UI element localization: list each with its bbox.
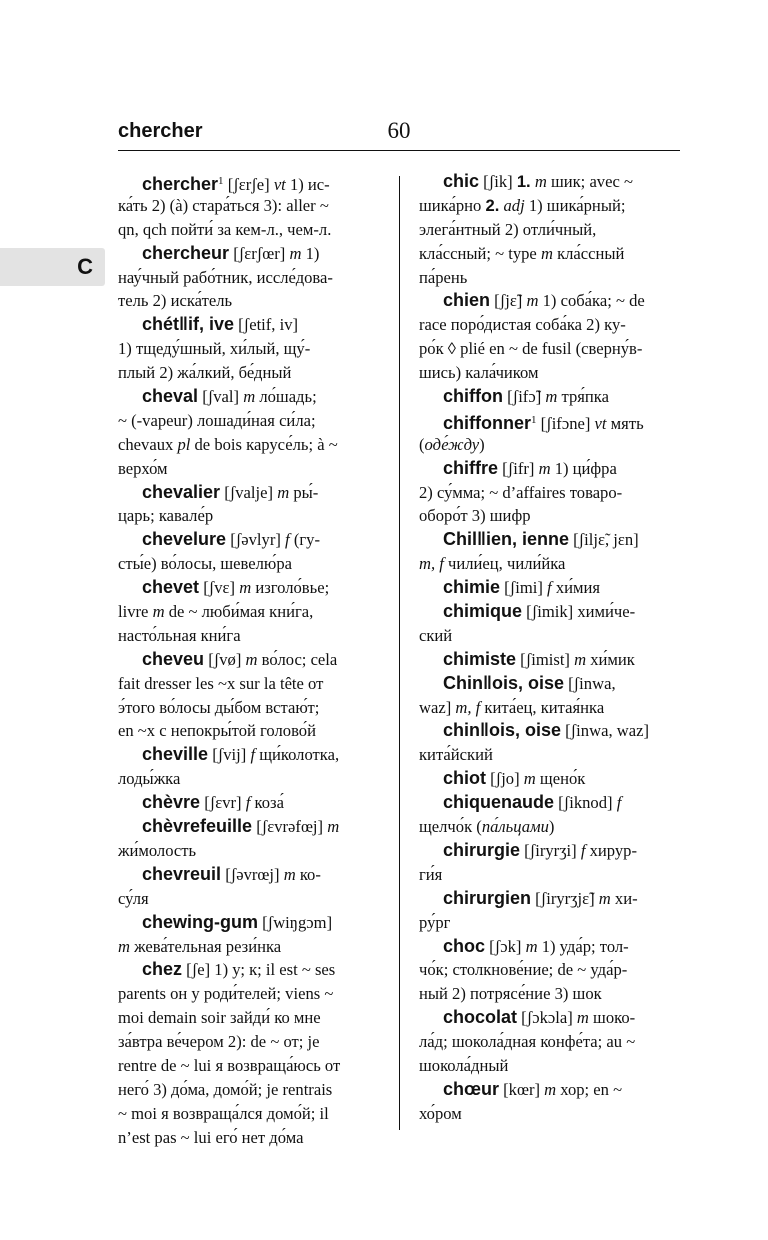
entry-text: (гу- <box>289 530 320 550</box>
entry-text: кита́ец, китая́нка <box>480 697 605 717</box>
entry-text: parents он у роди́телей; viens ~ <box>118 984 334 1004</box>
entry-line <box>118 433 380 457</box>
entry-text: щелчо́к ( <box>419 817 482 837</box>
grammar-label: m, f <box>455 697 481 717</box>
entry-text: царь; кавале́р <box>118 506 214 526</box>
entry-line <box>118 767 380 791</box>
entry-line <box>419 194 681 218</box>
entry-text: ) <box>479 434 485 454</box>
entry-text: шокола́дный <box>419 1055 509 1075</box>
headword: chevalier <box>142 481 221 502</box>
grammar-label: m <box>523 769 536 789</box>
headword: chevreuil <box>142 863 222 884</box>
entry-text: ка́ть 2) (à) стара́ться 3): aller ~ <box>118 195 329 215</box>
entry-text: [ʃimist] <box>516 649 575 669</box>
entry-line <box>419 863 681 887</box>
grammar-label: f <box>547 578 552 598</box>
entry-text: qn, qch пойти́ за кем-л., чем-л. <box>118 219 332 239</box>
entry-text: ла́д; шокола́дная конфе́та; au ~ <box>419 1032 636 1052</box>
headword: chiffon <box>443 386 503 407</box>
running-head: chercher <box>118 120 203 142</box>
entry-line <box>118 887 380 911</box>
sense-number: 2. <box>485 195 500 215</box>
grammar-label: f <box>580 840 586 860</box>
grammar-label: m <box>534 172 547 191</box>
headword: chiffonner <box>443 412 531 433</box>
headword: chœur <box>443 1078 499 1099</box>
entry-text: ~ moi я возвраща́лся домо́й; il <box>118 1103 329 1123</box>
entry-line <box>419 1054 681 1078</box>
entry-text: ~ (-vapeur) лошади́ная си́ла; <box>118 410 316 430</box>
entry-text: плый 2) жа́лкий, бе́дный <box>118 363 292 383</box>
headword: chien <box>443 290 491 311</box>
entry-text: ко- <box>295 864 321 884</box>
entry-text: 1) тщеду́шный, хи́лый, щу́- <box>118 339 311 359</box>
entry-line <box>419 552 681 576</box>
entry-line <box>419 218 681 242</box>
thumb-index-letter: C <box>77 254 93 279</box>
entry-line <box>419 361 681 385</box>
entry-line-headword <box>118 170 380 194</box>
grammar-label: m, f <box>419 554 444 574</box>
entry-line <box>118 289 380 313</box>
grammar-label: оде́жду <box>424 434 480 454</box>
entry-text: кла́ссный; ~ type <box>419 243 541 263</box>
entry-text: нау́чный рабо́тник, иссле́дова- <box>118 267 333 287</box>
entry-text: него́ 3) до́ма, домо́й; je rentrais <box>118 1079 333 1099</box>
headword: chocolat <box>443 1007 518 1028</box>
entry-text: тель 2) иска́тель <box>118 291 233 311</box>
entry-line-headword <box>419 887 681 911</box>
entry-text: [ʃetif, iv] <box>234 315 299 335</box>
entry-text: жи́молость <box>118 840 197 860</box>
entry-line <box>419 481 681 505</box>
right-column <box>419 170 681 1126</box>
entry-line-headword <box>419 1078 681 1102</box>
entry-text: чили́ец, чили́йка <box>443 554 566 574</box>
entry-text: [ʃvø] <box>204 649 246 669</box>
entry-text: щено́к <box>535 769 586 789</box>
entry-line-headword <box>419 1006 681 1030</box>
entry-line-headword <box>419 767 681 791</box>
entry-text: ги́я <box>419 864 443 884</box>
entry-text: [ʃiryrʒi] <box>520 840 581 860</box>
entry-text: n’est pas ~ lui его́ нет до́ма <box>118 1127 304 1147</box>
entry-text: оборо́т 3) шифр <box>419 506 531 526</box>
headword: Chil‖ien, ienne <box>443 529 569 550</box>
entry-line-headword <box>118 313 380 337</box>
grammar-label: m <box>327 817 340 837</box>
entry-line <box>118 624 380 648</box>
entry-text: [ʃɛvr] <box>200 793 246 813</box>
entry-line <box>419 982 681 1006</box>
entry-line <box>419 433 681 457</box>
entry-line <box>118 839 380 863</box>
headword: Chin‖ois, oise <box>443 672 564 693</box>
entry-text: ский <box>419 625 453 645</box>
entry-line <box>118 266 380 290</box>
entry-line-headword <box>419 648 681 672</box>
entry-line <box>118 361 380 385</box>
entry-text: 1) ис- <box>285 175 330 194</box>
entry-text: э́того во́лосы ды́бом встаю́т; <box>118 697 320 717</box>
grammar-label: f <box>250 745 256 765</box>
entry-text: fait dresser les ~x sur la tête от <box>118 673 324 693</box>
entry-text: лоды́жка <box>118 769 181 789</box>
entry-text: ( <box>419 434 425 454</box>
entry-text: [ʃəvlyr] <box>226 530 286 550</box>
headword: chimie <box>443 577 501 598</box>
entry-text: [ʃiryrʒjɛ̃] <box>531 888 599 908</box>
grammar-label: m <box>243 387 256 407</box>
entry-text: тря́пка <box>557 387 609 407</box>
entry-line-headword <box>419 719 681 743</box>
grammar-label: m <box>245 649 258 669</box>
entry-line-headword <box>118 481 380 505</box>
grammar-label: m <box>239 578 252 598</box>
entry-text: ро́к ◊ plié en ~ de fusil (сверну́в- <box>419 339 643 359</box>
entry-line <box>118 194 380 218</box>
grammar-label: m <box>576 1008 589 1028</box>
column-divider <box>399 176 400 1130</box>
headword: chic <box>443 171 480 191</box>
entry-text: 1) <box>301 243 320 263</box>
entry-line <box>419 958 681 982</box>
entry-text: [ʃifr] <box>498 458 539 478</box>
entry-text: rentre de ~ lui я возвраща́юсь от <box>118 1055 341 1075</box>
grammar-label: m <box>598 888 611 908</box>
entry-text: 1) ци́фра <box>550 458 617 478</box>
entry-line <box>419 313 681 337</box>
entry-line-headword <box>118 528 380 552</box>
headword: chercher <box>142 174 219 194</box>
headword: chimiste <box>443 648 517 669</box>
entry-text: [ʃiknod] <box>554 793 617 813</box>
entry-text: су́ля <box>118 888 149 908</box>
entry-text: па́рень <box>419 267 468 287</box>
entry-text: [ʃɛvrəfœj] <box>252 817 328 837</box>
entry-text: [ʃifɔne] <box>536 413 595 433</box>
headword: cheval <box>142 386 199 407</box>
entry-line <box>419 1030 681 1054</box>
grammar-label: adj <box>503 195 525 215</box>
homonym-index: 1 <box>531 413 537 426</box>
entry-text: за́втра ве́чером 2): de ~ от; je <box>118 1032 320 1052</box>
grammar-label: vt <box>273 175 286 194</box>
grammar-label: m <box>545 387 558 407</box>
entry-text: хи́мия <box>551 578 601 598</box>
entry-line-headword <box>118 648 380 672</box>
entry-text: верхо́м <box>118 458 168 478</box>
entry-text: шоко- <box>588 1008 636 1028</box>
entry-line <box>419 266 681 290</box>
entry-line <box>419 242 681 266</box>
headword: chin‖ois, oise <box>443 720 561 741</box>
grammar-label: m <box>277 482 290 502</box>
entry-line <box>118 1126 380 1150</box>
entry-text: хи́мик <box>586 649 635 669</box>
entry-text: щи́колотка, <box>255 745 340 765</box>
page-header <box>118 114 680 150</box>
headword: chèvre <box>142 792 201 813</box>
entry-line-headword <box>419 839 681 863</box>
entry-text: коза́ <box>250 793 284 813</box>
headword: chirurgien <box>443 887 532 908</box>
entry-text: мять <box>606 413 644 433</box>
grammar-label: m <box>118 936 130 956</box>
entry-text: ло́шадь; <box>255 387 317 407</box>
entry-line <box>118 218 380 242</box>
entry-line-headword <box>118 743 380 767</box>
entry-text: кита́йский <box>419 745 493 765</box>
entry-line-headword <box>419 385 681 409</box>
entry-line-headword <box>419 457 681 481</box>
entry-text: [ʃifɔ̃] <box>503 387 546 407</box>
entry-text: [ʃik] <box>479 172 517 191</box>
entry-line-headword <box>419 672 681 696</box>
entry-line <box>118 504 380 528</box>
headword: chimique <box>443 601 523 622</box>
headword: chevet <box>142 577 200 598</box>
entry-line <box>118 1030 380 1054</box>
entry-line-headword <box>118 863 380 887</box>
entry-text: [ʃjo] <box>486 769 524 789</box>
headword: cheveu <box>142 648 205 669</box>
entry-line-headword <box>419 170 681 194</box>
entry-line <box>118 1102 380 1126</box>
sense-number: 1. <box>516 172 531 191</box>
entry-text: ный 2) потрясе́ние 3) шок <box>419 984 602 1004</box>
entry-text: [ʃwiŋgɔm] <box>258 912 333 932</box>
entry-text: 2) су́мма; ~ d’affaires товаро- <box>419 482 623 502</box>
entry-text: [ʃimi] <box>500 578 548 598</box>
entry-line-headword <box>118 576 380 600</box>
entry-text: [ʃɛrʃœr] <box>229 243 290 263</box>
entry-line <box>419 337 681 361</box>
headword: cheville <box>142 744 209 765</box>
entry-line <box>118 409 380 433</box>
headword: chewing-gum <box>142 911 258 932</box>
grammar-label: m <box>526 291 539 311</box>
grammar-label: f <box>245 793 251 813</box>
entry-text: waz] <box>419 697 456 717</box>
entry-line <box>419 743 681 767</box>
grammar-label: f <box>616 793 622 813</box>
entry-line <box>118 1078 380 1102</box>
headword: chiot <box>443 768 486 789</box>
entry-line-headword <box>419 528 681 552</box>
headword: chiffre <box>443 457 499 478</box>
headword: chez <box>142 959 183 980</box>
entry-line-headword <box>118 958 380 982</box>
grammar-label: vt <box>594 413 607 433</box>
entry-text: [ʃɛrʃe] <box>223 175 274 194</box>
entry-line-headword <box>419 791 681 815</box>
homonym-index: 1 <box>218 175 224 187</box>
entry-line-headword <box>118 791 380 815</box>
entry-text: ) <box>548 817 555 837</box>
entry-line-headword <box>118 242 380 266</box>
left-column <box>118 170 380 1150</box>
entry-text: de ~ люби́мая кни́га, <box>164 602 314 622</box>
entry-line <box>118 457 380 481</box>
grammar-label: m <box>540 243 553 263</box>
entry-text: [ʃvɛ] <box>199 578 240 598</box>
entry-text: [ʃinwa, waz] <box>560 721 649 741</box>
headword: choc <box>443 935 486 956</box>
entry-text: кла́ссный <box>552 243 625 263</box>
entry-line <box>419 504 681 528</box>
entry-text: жева́тельная рези́нка <box>129 936 282 956</box>
headword: chét‖if, ive <box>142 314 234 335</box>
entry-line-headword <box>419 409 681 433</box>
entry-line <box>118 982 380 1006</box>
entry-line-headword <box>419 600 681 624</box>
entry-text: race поро́дистая соба́ка 2) ку- <box>419 315 626 335</box>
entry-text: [ʃɔkɔla] <box>517 1008 577 1028</box>
entry-text: 1) соба́ка; ~ de <box>538 291 645 311</box>
entry-text: хи- <box>610 888 638 908</box>
entry-text: chevaux <box>118 434 178 454</box>
entry-line <box>118 552 380 576</box>
entry-line <box>419 1102 681 1126</box>
grammar-label: f <box>285 530 290 550</box>
entry-text: насто́льная кни́га <box>118 625 241 645</box>
entry-text: moi demain soir зайди́ ко мне <box>118 1008 321 1028</box>
entry-text: сты́е) во́лосы, шевелю́ра <box>118 554 292 574</box>
entry-text: 1) уда́р; тол- <box>537 936 629 956</box>
grammar-label: m <box>283 864 296 884</box>
entry-line <box>118 337 380 361</box>
entry-line <box>419 815 681 839</box>
entry-text: [ʃinwa, <box>563 673 616 693</box>
entry-line-headword <box>419 935 681 959</box>
entry-text: шик; avec ~ <box>546 172 633 191</box>
entry-line-headword <box>419 289 681 313</box>
entry-text: [ʃiljɛ̃, jɛn] <box>568 530 639 550</box>
entry-text: во́лос; cela <box>257 649 338 669</box>
entry-text: хо́ром <box>419 1103 462 1123</box>
grammar-label: m <box>289 243 302 263</box>
entry-text: [ʃəvrœj] <box>221 864 284 884</box>
entry-text: чо́к; столкнове́ние; de ~ уда́р- <box>419 960 628 980</box>
entry-text: ру́рг <box>419 912 451 932</box>
grammar-label: m <box>538 458 551 478</box>
grammar-label: pl <box>177 434 191 454</box>
entry-line <box>419 624 681 648</box>
entry-text: ры́- <box>289 482 319 502</box>
entry-text: изголо́вье; <box>251 578 330 598</box>
entry-text: хирур- <box>585 840 637 860</box>
grammar-label: m <box>152 602 165 622</box>
entry-text: [ʃjɛ̃] <box>490 291 527 311</box>
entry-line <box>118 600 380 624</box>
entry-text: шика́рно <box>419 195 486 215</box>
header-rule <box>118 150 680 151</box>
entry-text: [ʃe] 1) у; к; il est ~ ses <box>182 960 336 980</box>
entry-line <box>118 696 380 720</box>
grammar-label: m <box>574 649 587 669</box>
entry-line <box>419 911 681 935</box>
entry-line-headword <box>118 815 380 839</box>
entry-line <box>419 696 681 720</box>
headword: chirurgie <box>443 839 521 860</box>
entry-text: 1) шика́рный; <box>524 195 626 215</box>
headword: chercheur <box>142 242 230 263</box>
entry-text: элега́нтный 2) отли́чный, <box>419 219 597 239</box>
entry-text: livre <box>118 602 153 622</box>
grammar-label: m <box>525 936 538 956</box>
headword: chiquenaude <box>443 792 555 813</box>
entry-text: [ʃvalje] <box>220 482 278 502</box>
entry-text: [ʃvij] <box>208 745 251 765</box>
entry-text: [ʃval] <box>198 387 244 407</box>
entry-line <box>118 719 380 743</box>
entry-text: de bois карусе́ль; à ~ <box>190 434 338 454</box>
grammar-label: m <box>544 1079 557 1099</box>
entry-text: [ʃɔk] <box>485 936 526 956</box>
entry-line <box>118 672 380 696</box>
entry-text: [kœr] <box>499 1079 545 1099</box>
entry-text: шись) кала́чиком <box>419 363 539 383</box>
thumb-index-tab <box>0 248 105 286</box>
page-number: 60 <box>387 118 411 143</box>
entry-line-headword <box>118 385 380 409</box>
entry-text: en ~x с непокры́той голово́й <box>118 721 316 741</box>
entry-line <box>118 1054 380 1078</box>
entry-text: хор; en ~ <box>556 1079 623 1099</box>
entry-line-headword <box>118 911 380 935</box>
entry-line-headword <box>419 576 681 600</box>
entry-line <box>118 935 380 959</box>
headword: chevelure <box>142 529 227 550</box>
grammar-label: па́льцами <box>481 817 549 837</box>
entry-line <box>118 1006 380 1030</box>
entry-text: [ʃimik] хими́че- <box>522 602 636 622</box>
headword: chèvrefeuille <box>142 816 253 837</box>
